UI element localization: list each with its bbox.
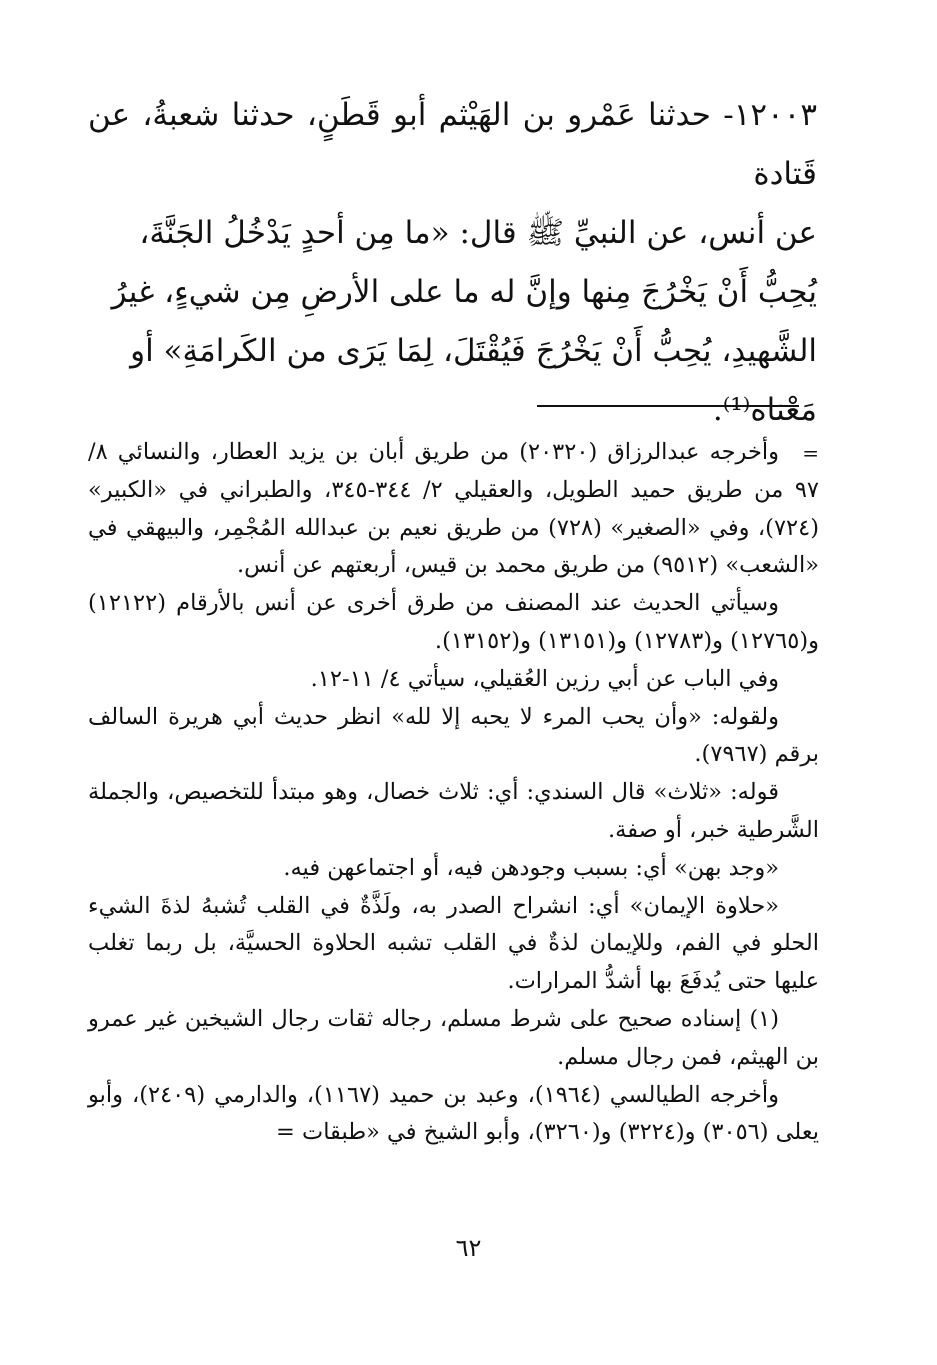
hadith-line: عن أنس، عن النبيِّ ﷺ قال: «ما مِن أحدٍ يَدْخُلُ الجَنَّةَ،	[139, 215, 817, 251]
footnote-paragraph: وسيأتي الحديث عند المصنف من طرق أخرى عن أنس بالأرقام (١٢١٢٢) و(١٢٧٦٥) و(١٢٧٨٣) و(١٣١٥١) و(١٣١٥٢).	[88, 590, 819, 654]
hadith-line: يُحِبُّ أَنْ يَخْرُجَ مِنها وإنَّ له ما على الأرضِ مِن شيءٍ، غيرُ	[111, 274, 817, 310]
continuation-marker: =	[802, 441, 819, 465]
footnote-paragraph: «وجد بهن» أي: بسبب وجودهن فيه، أو اجتماعهن فيه.	[283, 854, 779, 881]
footnote-paragraph: وفي الباب عن أبي رزين العُقيلي، سيأتي ٤/ ١١-١٢.	[310, 665, 779, 692]
hadith-line: الشَّهيدِ، يُحِبُّ أَنْ يَخْرُجَ فَيُقْتَلَ، لِمَا يَرَى من الكَرامَةِ» أو	[130, 333, 817, 369]
footnote-paragraph: قوله: «ثلاث» قال السندي: أي: ثلاث خصال، وهو مبتدأ للتخصيص، والجملة الشَّرطية خبر، أو صفة.	[88, 779, 819, 843]
footnote-paragraph: وأخرجه الطيالسي (١٩٦٤)، وعبد بن حميد (١١٦٧)، والدارمي (٢٤٠٩)، وأبو يعلى (٣٠٥٦) و(٣٢٢٤) و(٣٢٦٠)، وأبو الشيخ في «طبقات =	[88, 1081, 819, 1146]
page-number: ٦٢	[455, 1234, 482, 1262]
footnote-paragraph: ولقوله: «وأن يحب المرء لا يحبه إلا لله» انظر حديث أبي هريرة السالف برقم (٧٩٦٧).	[88, 703, 819, 768]
footnote-separator	[537, 405, 799, 407]
footnotes	[88, 434, 819, 1152]
footnote-paragraph: وأخرجه عبدالرزاق (٢٠٣٢٠) من طريق أبان بن يزيد العطار، والنسائي ٨/ ٩٧ من طريق حميد الطويل، والعقيلي ٢/ ٣٤٤-٣٤٥، والطبراني في «الكبير» (٧٢٤)، وفي «الصغير» (٧٢٨) من طريق نعيم بن عبدالله المُجْمِر، والبيهقي في «الشعب» (٩٥١٢) من طريق محمد بن قيس، أربعتهم عن أنس.	[88, 439, 819, 579]
footnote-paragraph: «حلاوة الإيمان» أي: انشراح الصدر به، ولَذَّةٌ في القلب تُشبهُ لذةَ الشيء الحلو في الفم، وللإيمان لذةٌ في القلب تشبه الحلاوة الحسيَّة، بل ربما تغلب عليها حتى يُدفَعَ بها أشدُّ المرارات.	[88, 892, 819, 995]
hadith-line: ١٢٠٠٣- حدثنا عَمْرو بن الهَيْثم أبو قَطَنٍ، حدثنا شعبةُ، عن قَتادة	[88, 97, 817, 192]
footnote-paragraph: (١) إسناده صحيح على شرط مسلم، رجاله ثقات رجال الشيخين غير عمرو بن الهيثم، فمن رجال مسلم.	[88, 1005, 819, 1070]
hadith-line: مَعْناه⁽¹⁾.	[712, 392, 817, 428]
hadith-text	[88, 86, 817, 440]
